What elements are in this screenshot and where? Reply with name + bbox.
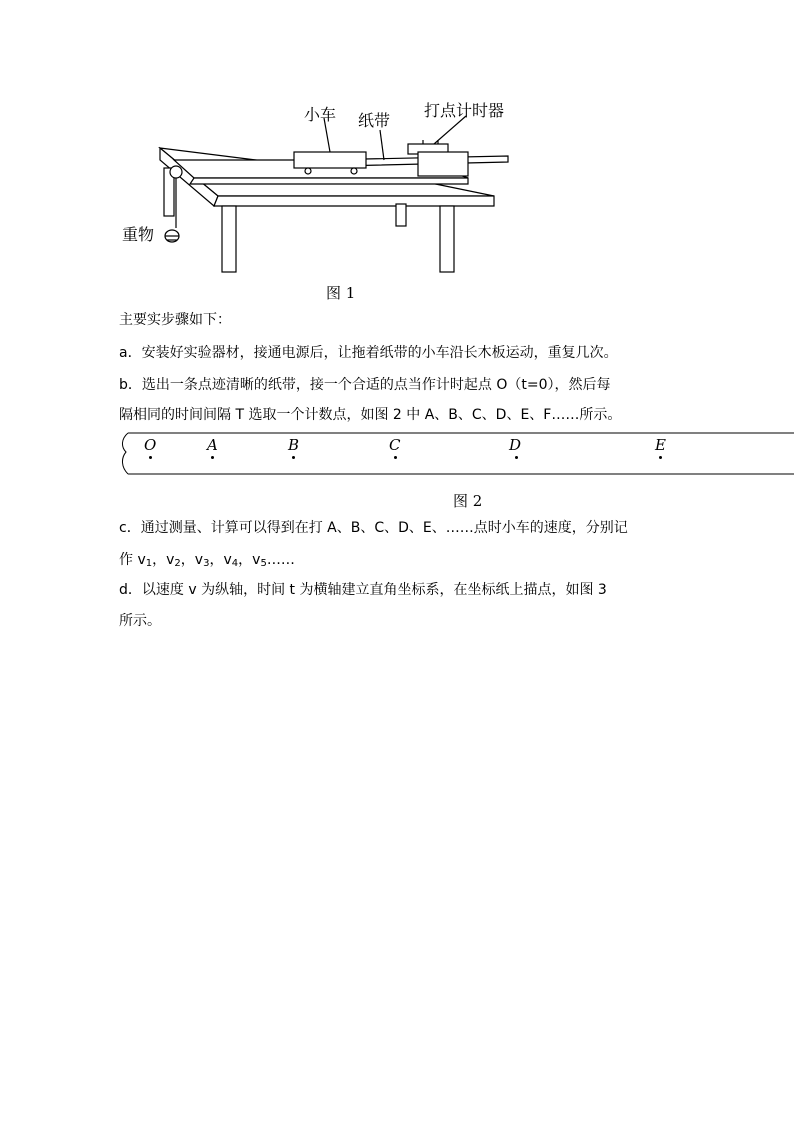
step-b-line2: 隔相同的时间间隔 T 选取一个计数点，如图 2 中 A、B、C、D、E、F……所示。 bbox=[119, 407, 622, 423]
label-paper-tape: 纸带 bbox=[358, 111, 391, 130]
intro-text: 主要实步骤如下： bbox=[119, 312, 231, 328]
point-label: E bbox=[655, 436, 666, 454]
tape-dot bbox=[515, 456, 518, 459]
step-c-line2: 作 $v_1$，$v_2$，$v_3$，$v_4$，$v_5\dots\dots$ bbox=[119, 552, 295, 569]
tape-dot bbox=[211, 456, 214, 459]
table-leg-front-left bbox=[222, 206, 236, 272]
step-b-line1: b．选出一条点迹清晰的纸带，接一个合适的点当作计时起点 O（t=0），然后每 bbox=[119, 377, 611, 393]
step-c-line1: c．通过测量、计算可以得到在打 A、B、C、D、E、……点时小车的速度，分别记 bbox=[119, 520, 628, 536]
tape-dot bbox=[659, 456, 662, 459]
tape-dot bbox=[394, 456, 397, 459]
figure-1 bbox=[118, 96, 518, 280]
figure-1-caption: 图 1 bbox=[326, 284, 356, 302]
timer-base bbox=[418, 152, 468, 176]
step-a: a．安装好实验器材，接通电源后，让拖着纸带的小车沿长木板运动，重复几次。 bbox=[119, 345, 618, 361]
label-weight: 重物 bbox=[122, 225, 155, 244]
label-timer: 打点计时器 bbox=[424, 101, 505, 120]
tape-dot bbox=[292, 456, 295, 459]
table-leg-front-right bbox=[440, 206, 454, 272]
table-edge bbox=[214, 196, 494, 206]
pulley bbox=[170, 166, 182, 178]
table-leg-back-right bbox=[396, 204, 406, 226]
step-d-line1: d．以速度 v 为纵轴，时间 t 为横轴建立直角坐标系，在坐标纸上描点，如图 3 bbox=[119, 582, 607, 598]
car-wheel bbox=[351, 168, 357, 174]
car-body bbox=[294, 152, 366, 168]
tape-dot bbox=[149, 456, 152, 459]
label-car: 小车 bbox=[304, 105, 337, 124]
step-d-line2: 所示。 bbox=[119, 613, 161, 629]
tape-outline bbox=[118, 432, 794, 476]
car-wheel bbox=[305, 168, 311, 174]
point-label: B bbox=[288, 436, 300, 454]
point-label: A bbox=[207, 436, 218, 454]
point-label: D bbox=[509, 436, 522, 454]
figure-2-tape bbox=[118, 432, 794, 476]
point-label: C bbox=[389, 436, 401, 454]
point-label: O bbox=[144, 436, 157, 454]
figure-2-caption: 图 2 bbox=[453, 492, 483, 510]
